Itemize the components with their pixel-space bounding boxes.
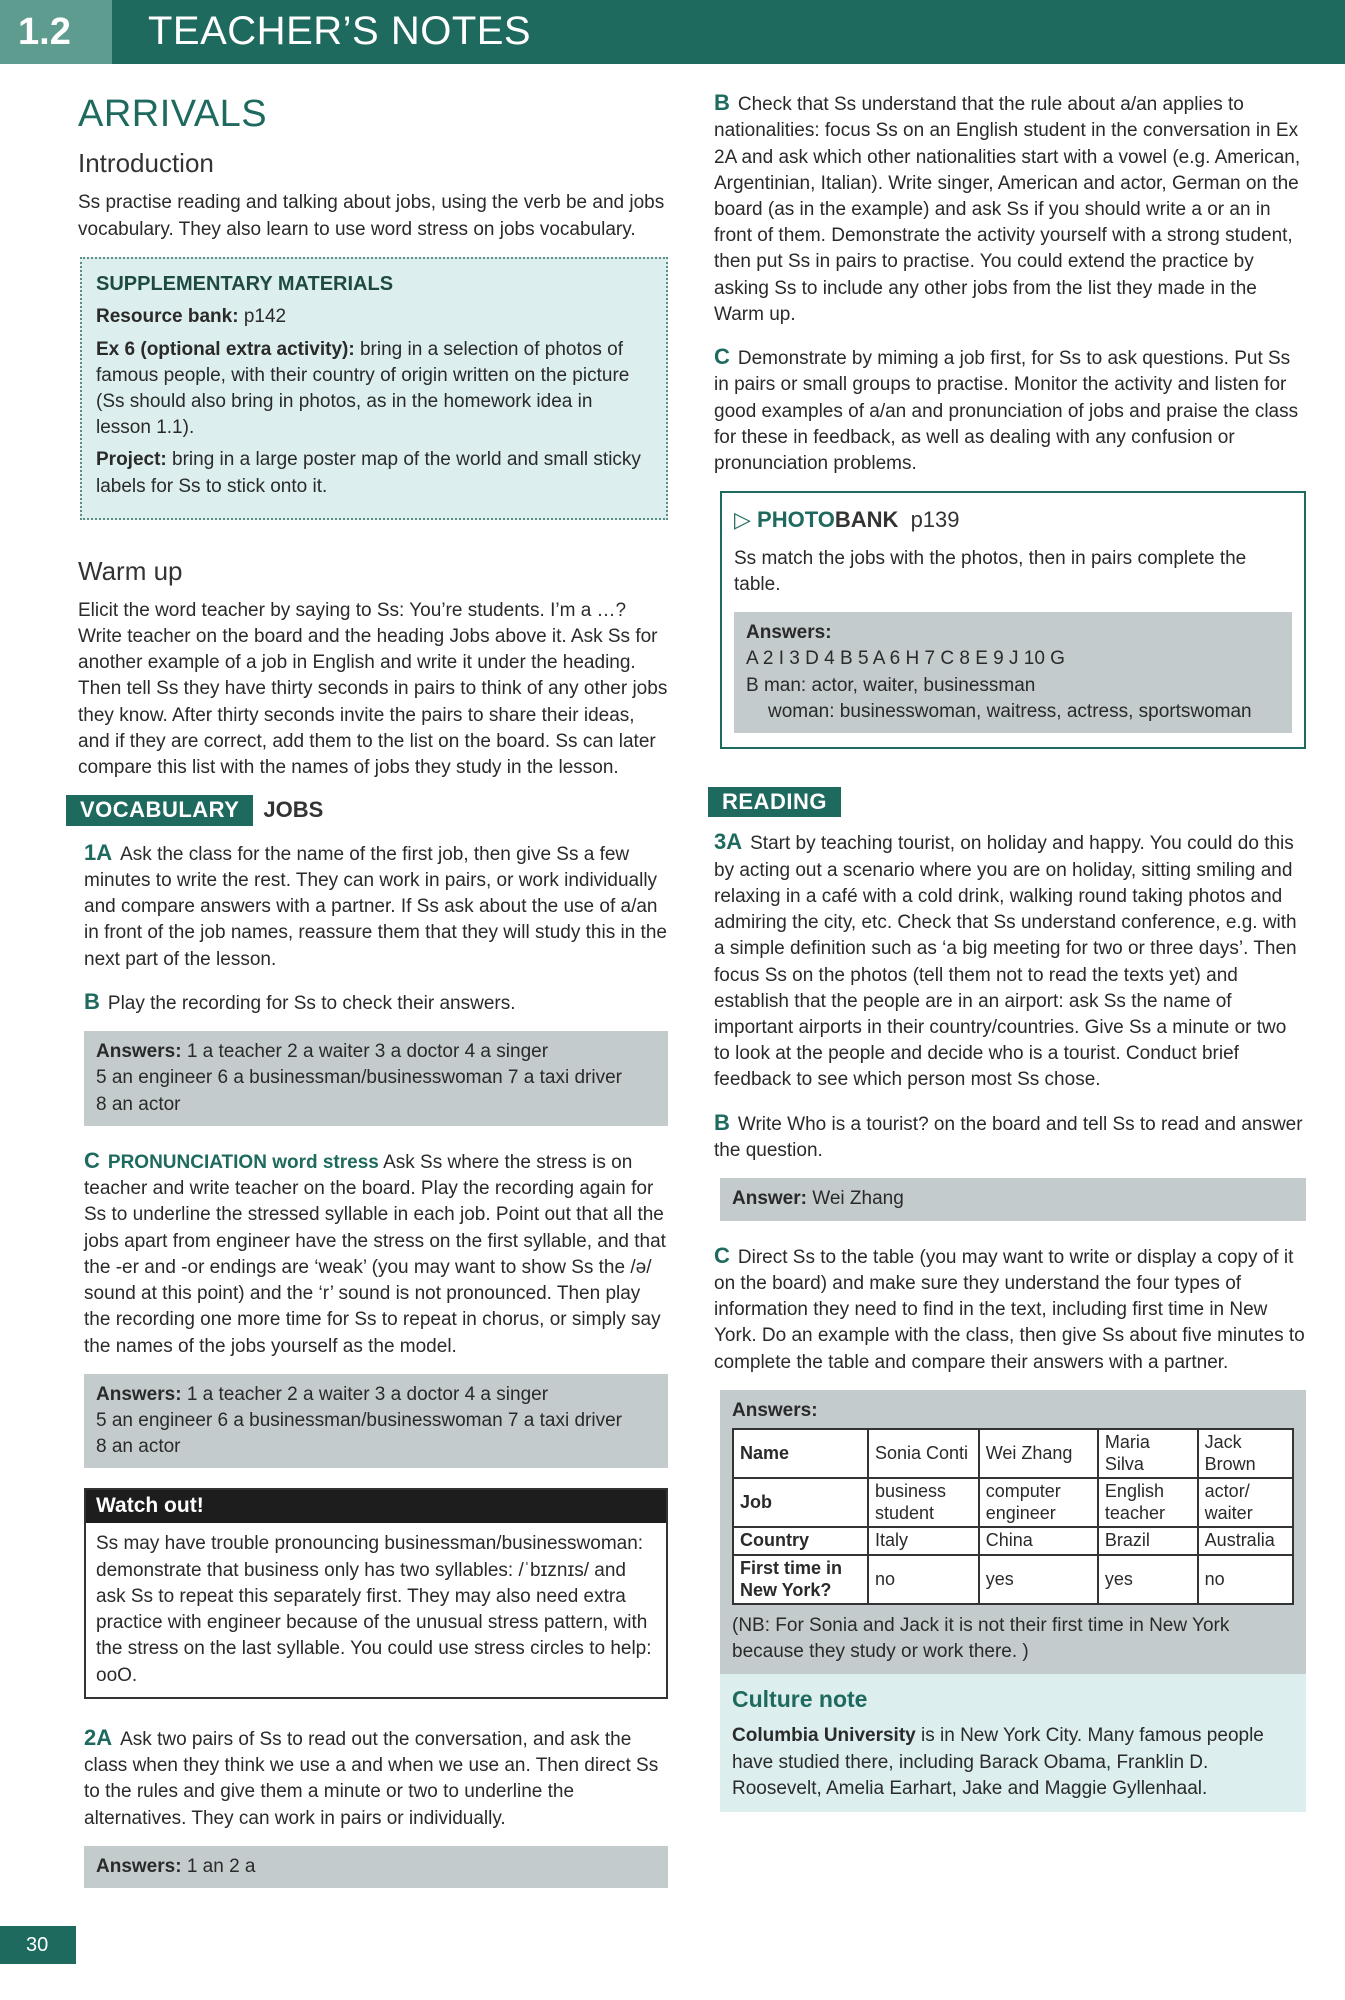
right-column: [714, 88, 1306, 1812]
unit-number: 1.2: [0, 0, 112, 64]
supp-ex6: Ex 6 (optional extra activity): bring in a selection of photos of famous people, with their country of origin written on the picture (Ss should also bring in photos, as in the homework idea in lesson 1.1).: [96, 338, 630, 439]
exercise-1b: B Play the recording for Ss to check their answers.: [84, 988, 516, 1014]
exercise-1c: C PRONUNCIATION word stress Ask Ss where the stress is on teacher and write teacher on the board. Play the recording again for Ss to underline the stressed syllable in each job. Point out that all the jobs apart from engineer have the stress on the first syllable, and that the -er and -or endings are ‘weak’ (you may want to show Ss the /ə/ sound at this point) and the ‘r’ sound is not pronounced. Then play the recording one more time for Ss to repeat in chorus, or simply say the names of the jobs yourself as the model.: [84, 1147, 666, 1357]
watch-out-text: Ss may have trouble pronouncing businessman/businesswoman: demonstrate that business only has two syllables: /ˈbɪznɪs/ and ask Ss to repeat this separately first. They may also need extra practice with engineer because of the unusual stress pattern, with the stress on the last syllable. You could use stress circles to help: ooO.: [96, 1533, 652, 1686]
photobank-text: Ss match the jobs with the photos, then in pairs complete the table.: [734, 547, 1247, 595]
culture-note-heading: Culture note: [732, 1685, 868, 1712]
culture-note-text: Columbia University is in New York City. Many famous people have studied there, including Barack Obama, Franklin D. Roosevelt, Amelia Earhart, Jake and Maggie Gyllenhaal.: [732, 1725, 1264, 1799]
left-column: [78, 88, 668, 1908]
photobank-box: [720, 491, 1306, 749]
nb-note: (NB: For Sonia and Jack it is not their first time in New York because they study or work there. ): [732, 1615, 1230, 1663]
table-row: Job business student computer engineer English teacher actor/ waiter: [733, 1478, 1293, 1527]
lesson-title: ARRIVALS: [78, 93, 268, 135]
exercise-1a: 1A Ask the class for the name of the first job, then give Ss a few minutes to write the rest. They can work in pairs, or work individually and compare answers with a partner. If Ss ask about the use of a/an in front of the job names, reassure them that they will study this in the next part of the lesson.: [84, 839, 667, 970]
answers-table: [732, 1428, 1294, 1605]
answers-3c: Answers: Name Sonia Conti Wei Zhang Maria Silva Jack Brown Job business student computer engineer English teacher actor/ waiter Country Italy China Brazil Australia First time in New York? no yes yes no (NB: For Sonia and Jack it is not their first time in New York because they study or work there. ): [720, 1390, 1306, 1674]
watch-out-heading: Watch out!: [86, 1490, 666, 1523]
supp-project: Project: bring in a large poster map of the world and small sticky labels for Ss to stick onto it.: [96, 449, 641, 497]
warmup-text: Elicit the word teacher by saying to Ss: You’re students. I’m a …? Write teacher on the board and the heading Jobs above it. Ask Ss for another example of a job in English and write it under the heading. Then tell Ss they have thirty seconds in pairs to think of any other jobs they know. After thirty seconds invite the pairs to share their ideas, and if they are correct, add them to the list on the board. Ss can later compare this list with the names of jobs they study in the lesson.: [78, 599, 668, 779]
vocabulary-sub: JOBS: [263, 797, 324, 823]
reading-label: READING: [708, 787, 841, 817]
page-header: [0, 0, 1345, 64]
culture-note-box: [720, 1674, 1306, 1812]
watch-out-box: [84, 1488, 668, 1698]
vocabulary-section-label: [66, 795, 668, 825]
supp-resource: Resource bank: p142: [96, 306, 287, 328]
answers-3b: Answer: Wei Zhang: [720, 1178, 1306, 1220]
intro-heading: Introduction: [78, 148, 214, 179]
exercise-3b: B Write Who is a tourist? on the board and tell Ss to read and answer the question.: [714, 1109, 1303, 1162]
answers-1b: Answers: 1 a teacher 2 a waiter 3 a doctor 4 a singer 5 an engineer 6 a businessman/businesswoman 7 a taxi driver 8 an actor: [84, 1031, 668, 1126]
photobank-answers: Answers: A 2 I 3 D 4 B 5 A 6 H 7 C 8 E 9 J 10 G B man: actor, waiter, businessman woman: businesswoman, waitress, actress, sportswoman: [734, 612, 1292, 733]
play-arrow-icon: ▷: [734, 507, 751, 533]
warmup-heading: Warm up: [78, 555, 183, 586]
table-header-row: Name Sonia Conti Wei Zhang Maria Silva Jack Brown: [733, 1429, 1293, 1478]
header-title: TEACHER’S NOTES: [148, 9, 532, 53]
vocabulary-label: VOCABULARY: [66, 795, 253, 825]
photobank-title: ▷ PHOTOBANK p139: [734, 507, 960, 533]
exercise-3a: 3A Start by teaching tourist, on holiday and happy. You could do this by acting out a scenario where you are on holiday, sitting smiling and relaxing in a café with a cold drink, walking round taking photos and admiring the city, etc. Check that Ss understand conference, e.g. with a simple definition such as ‘a big meeting for two or three days’. Then focus Ss on the photos (tell them not to read the texts yet) and establish that the people are in an airport: ask Ss the name of important airports in their country/countries. Give Ss a minute or two to look at the people and decide who is a tourist. Conduct brief feedback to see which person most Ss chose.: [714, 829, 1297, 1091]
table-row: Country Italy China Brazil Australia: [733, 1527, 1293, 1555]
exercise-2b: B Check that Ss understand that the rule about a/an applies to nationalities: focus Ss on an English student in the conversation in Ex 2A and ask which other nationalities start with a vowel (e.g. American, Argentinian, Italian). Write singer, American and actor, German on the board (as in the example) and ask Ss if you should write a or an in front of them. Demonstrate the activity yourself with a strong student, then put Ss in pairs to practise. You could extend the practice by asking Ss to include any other jobs from the list they made in the Warm up.: [714, 90, 1301, 325]
page-number: 30: [0, 1926, 76, 1964]
reading-section-label: [708, 787, 1306, 817]
supp-heading: SUPPLEMENTARY MATERIALS: [96, 272, 394, 295]
intro-text: Ss practise reading and talking about jobs, using the verb be and jobs vocabulary. They also learn to use word stress on jobs vocabulary.: [78, 192, 665, 240]
answers-1c: Answers: 1 a teacher 2 a waiter 3 a doctor 4 a singer 5 an engineer 6 a businessman/businesswoman 7 a taxi driver 8 an actor: [84, 1374, 668, 1469]
exercise-3c: C Direct Ss to the table (you may want to write or display a copy of it on the board) and make sure they understand the four types of information they need to find in the text, including first time in New York. Do an example with the class, then give Ss about five minutes to complete the table and compare their answers with a partner.: [714, 1242, 1305, 1373]
supplementary-materials-box: [80, 257, 668, 520]
table-row: First time in New York? no yes yes no: [733, 1555, 1293, 1604]
exercise-2a: 2A Ask two pairs of Ss to read out the conversation, and ask the class when they think we use a and when we use an. Then direct Ss to the rules and give them a minute or two to underline the alternatives. They can work in pairs or individually.: [84, 1724, 659, 1829]
exercise-2c: C Demonstrate by miming a job first, for Ss to ask questions. Put Ss in pairs or small groups to practise. Monitor the activity and listen for good examples of a/an and pronunciation of jobs and praise the class for these in feedback, as well as dealing with any confusion or pronunciation problems.: [714, 344, 1299, 475]
answers-2a: Answers: 1 an 2 a: [84, 1846, 668, 1888]
